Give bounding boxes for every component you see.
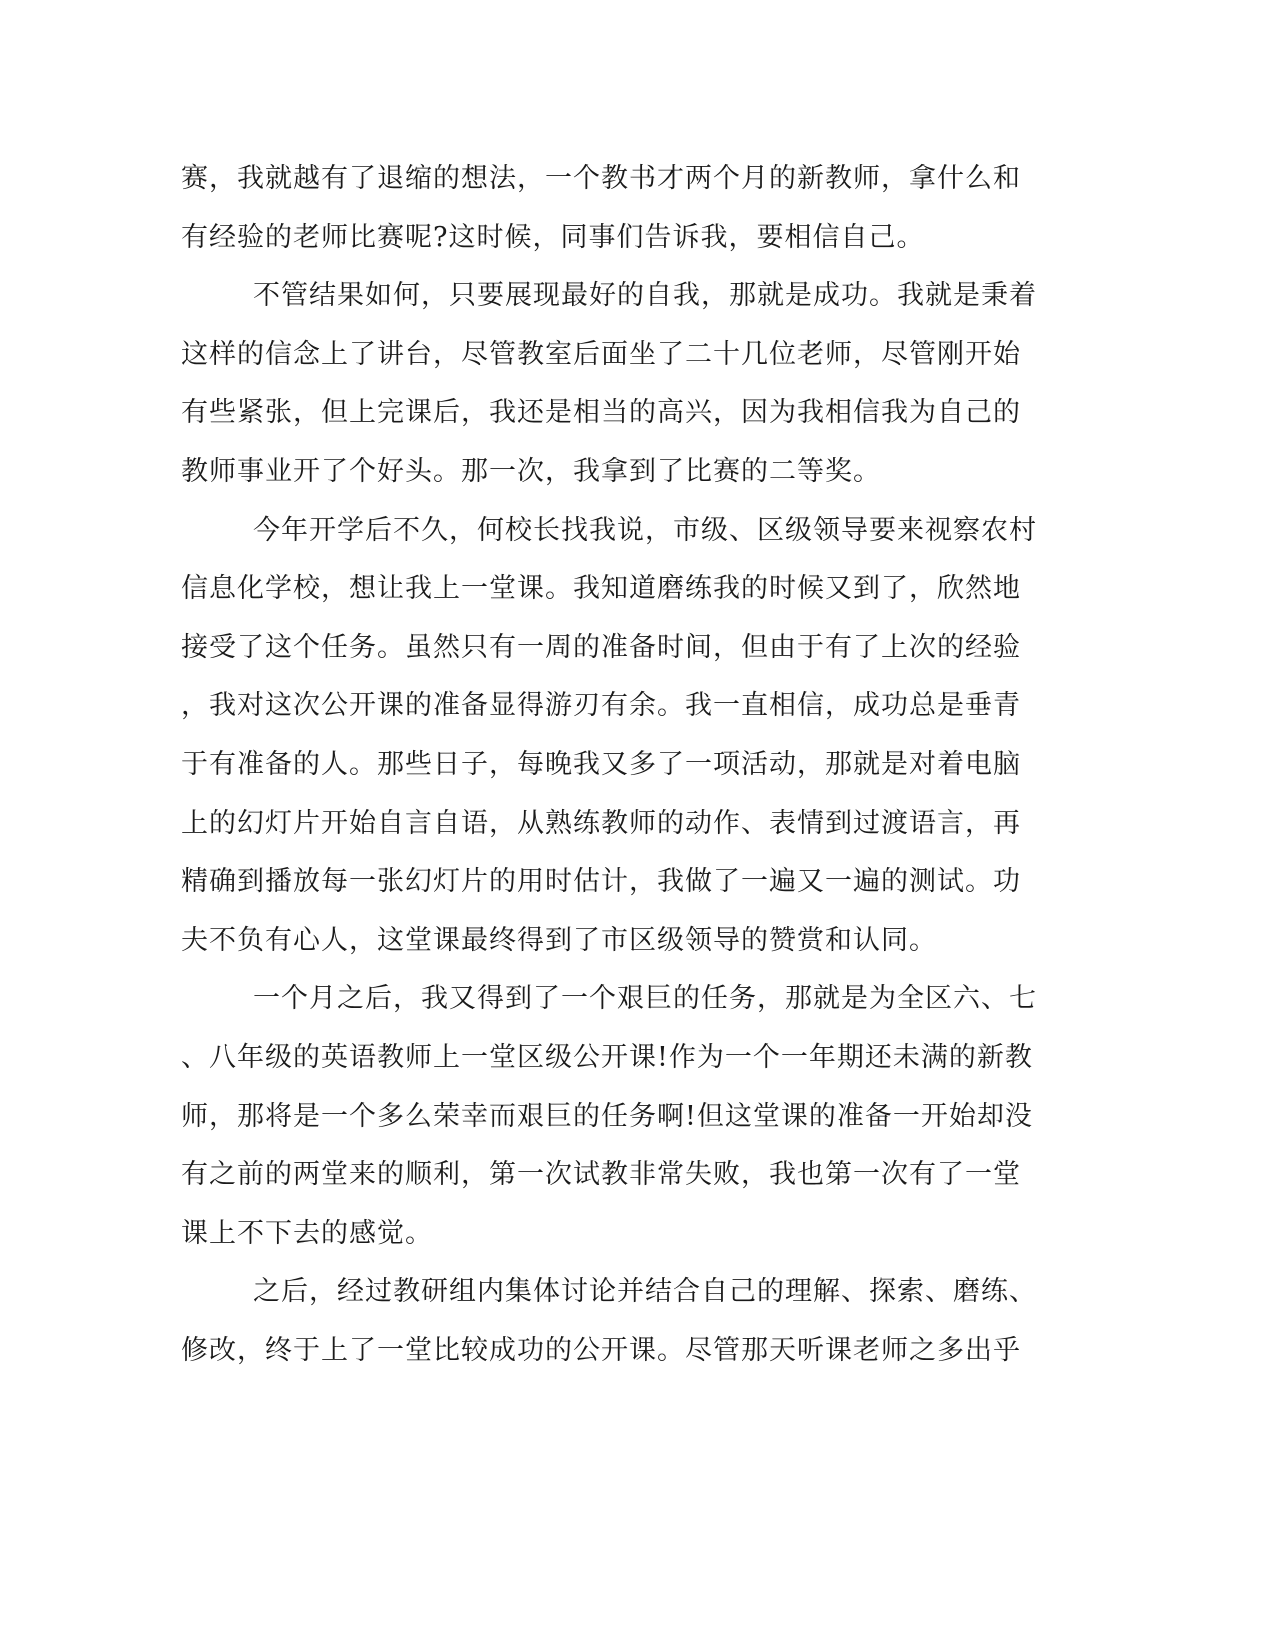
- text-line: 接受了这个任务。虽然只有一周的准备时间，但由于有了上次的经验: [181, 631, 1021, 663]
- text-line: 有些紧张，但上完课后，我还是相当的高兴，因为我相信我为自己的: [181, 397, 1021, 429]
- text-line: 、八年级的英语教师上一堂区级公开课!作为一个一年期还未满的新教: [181, 1041, 1033, 1073]
- paragraph-start-line: 一个月之后，我又得到了一个艰巨的任务，那就是为全区六、七: [253, 983, 1037, 1015]
- paragraph-start-line: 今年开学后不久，何校长找我说，市级、区级领导要来视察农村: [253, 514, 1037, 546]
- document-body: [181, 150, 1037, 1380]
- text-line: 教师事业开了个好头。那一次，我拿到了比赛的二等奖。: [181, 455, 881, 487]
- text-line: 精确到播放每一张幻灯片的用时估计，我做了一遍又一遍的测试。功: [181, 866, 1021, 898]
- text-line: ，我对这次公开课的准备显得游刃有余。我一直相信，成功总是垂青: [181, 690, 1021, 722]
- paragraph-start-line: 之后，经过教研组内集体讨论并结合自己的理解、探索、磨练、: [253, 1276, 1037, 1308]
- text-line: 信息化学校，想让我上一堂课。我知道磨练我的时候又到了，欣然地: [181, 573, 1021, 605]
- text-line: 夫不负有心人，这堂课最终得到了市区级领导的赞赏和认同。: [181, 924, 937, 956]
- text-line: 于有准备的人。那些日子，每晚我又多了一项活动，那就是对着电脑: [181, 748, 1021, 780]
- text-line: 有经验的老师比赛呢?这时候，同事们告诉我，要相信自己。: [181, 221, 925, 253]
- text-line: 上的幻灯片开始自言自语，从熟练教师的动作、表情到过渡语言，再: [181, 807, 1021, 839]
- paragraph-start-line: 不管结果如何，只要展现最好的自我，那就是成功。我就是秉着: [253, 280, 1037, 312]
- text-line: 师，那将是一个多么荣幸而艰巨的任务啊!但这堂课的准备一开始却没: [181, 1100, 1033, 1132]
- text-line: 这样的信念上了讲台，尽管教室后面坐了二十几位老师，尽管刚开始: [181, 338, 1021, 370]
- text-line: 课上不下去的感觉。: [181, 1217, 433, 1249]
- text-line: 赛，我就越有了退缩的想法，一个教书才两个月的新教师，拿什么和: [181, 163, 1021, 194]
- text-line: 有之前的两堂来的顺利，第一次试教非常失败，我也第一次有了一堂: [181, 1159, 1021, 1191]
- text-line: 修改，终于上了一堂比较成功的公开课。尽管那天听课老师之多出乎: [181, 1334, 1021, 1366]
